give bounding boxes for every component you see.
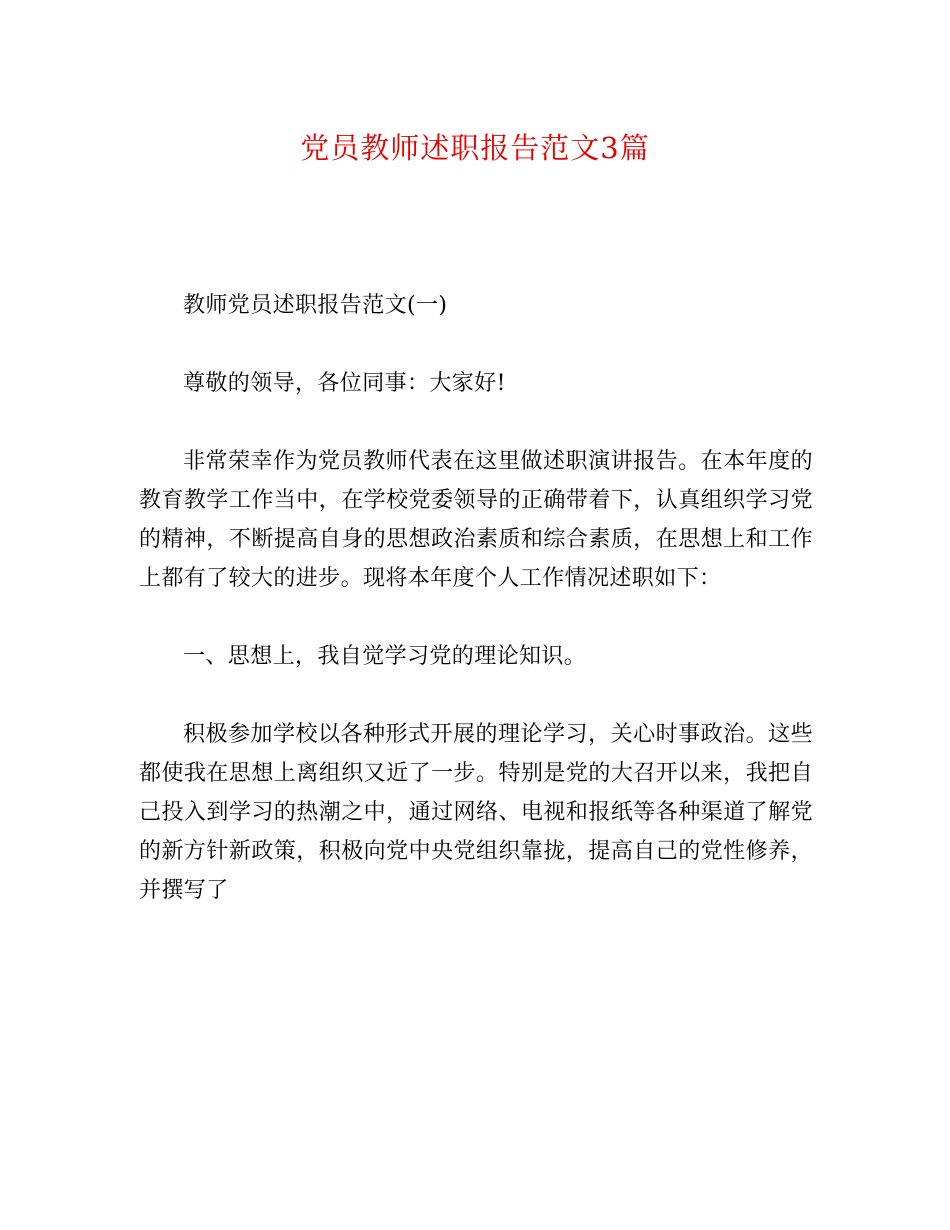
paragraph-section-heading: 教师党员述职报告范文(一) [183,293,448,318]
paragraph-point-one-body: 积极参加学校以各种形式开展的理论学习，关心时事政治。这些都使我在思想上离组织又近了一步。特别是党的大召开以来，我把自己投入到学习的热潮之中，通过网络、电视和报纸等各种渠道了解党的新方针新政策，积极向党中央党组织靠拢，提高自己的党性修养，并撰写了 [139,722,813,903]
paragraph-greeting: 尊敬的领导，各位同事：大家好! [183,371,506,396]
document-title: 党员教师述职报告范文3篇 [300,131,650,165]
document-body [139,286,813,949]
paragraph-point-one-heading: 一、思想上，我自觉学习党的理论知识。 [183,644,587,669]
paragraph-introduction: 非常荣幸作为党员教师代表在这里做述职演讲报告。在本年度的教育教学工作当中，在学校党委领导的正确带着下，认真组织学习党的精神，不断提高自身的思想政治素质和综合素质，在思想上和工作上都有了较大的进步。现将本年度个人工作情况述职如下： [139,449,813,591]
